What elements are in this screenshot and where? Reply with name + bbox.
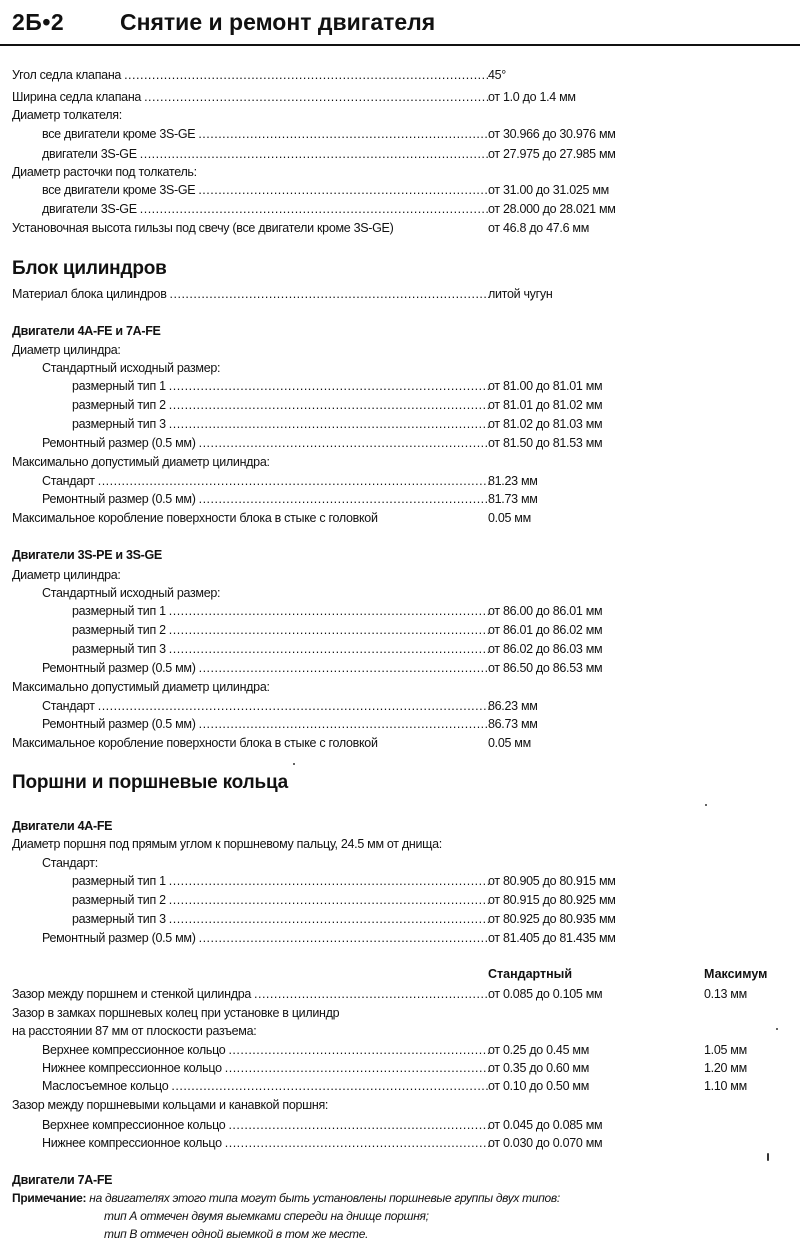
- spec-label: размерный тип 3: [72, 417, 169, 431]
- column-heading-maximum: Максимум: [704, 967, 768, 981]
- spec-label: Зазор в замках поршневых колец при установке в цилиндр: [12, 1006, 340, 1020]
- spec-label: Диаметр поршня под прямым углом к поршневому пальцу, 24.5 мм от днища:: [12, 837, 442, 851]
- spec-value: 81.73 мм: [488, 492, 538, 506]
- spec-max-value: 1.20 мм: [704, 1061, 747, 1075]
- spec-value: от 81.02 до 81.03 мм: [488, 417, 603, 431]
- spec-label: Нижнее компрессионное кольцо: [42, 1136, 225, 1150]
- note-line: тип А отмечен двумя выемками спереди на днище поршня;: [104, 1209, 429, 1223]
- page-header: [0, 0, 800, 46]
- spec-label: размерный тип 3: [72, 642, 169, 656]
- spec-value: от 80.925 до 80.935 мм: [488, 912, 616, 926]
- spec-label: Ремонтный размер (0.5 мм): [42, 931, 199, 945]
- spec-row: [0, 473, 800, 490]
- spec-row: [0, 585, 800, 602]
- spec-label: Стандарт: [42, 699, 98, 713]
- spec-label: размерный тип 1: [72, 874, 169, 888]
- spec-label: Стандарт:: [42, 856, 98, 870]
- note-line: [12, 1191, 560, 1205]
- spec-label: Ремонтный размер (0.5 мм): [42, 661, 199, 675]
- spec-label: на расстоянии 87 мм от плоскости разъема:: [12, 1024, 257, 1038]
- page-title: Снятие и ремонт двигателя: [120, 9, 436, 35]
- spec-row: [0, 1060, 800, 1077]
- spec-value: литой чугун: [488, 287, 553, 301]
- spec-label: Угол седла клапана: [12, 68, 124, 82]
- spec-label: Верхнее компрессионное кольцо: [42, 1118, 228, 1132]
- spec-row: [0, 1097, 800, 1114]
- spec-value: от 86.01 до 86.02 мм: [488, 623, 603, 637]
- spec-row: [0, 892, 800, 909]
- spec-label: Нижнее компрессионное кольцо: [42, 1061, 225, 1075]
- spec-row: [0, 641, 800, 658]
- scan-speck: [767, 1153, 769, 1161]
- spec-row: [0, 107, 800, 124]
- spec-label: Стандартный исходный размер:: [42, 361, 221, 375]
- spec-label: Максимальное коробление поверхности блока в стыке с головкой: [12, 511, 378, 525]
- spec-row: [0, 416, 800, 433]
- spec-value: 45°: [488, 68, 507, 82]
- spec-value: 0.05 мм: [488, 736, 531, 750]
- spec-label: Стандартный исходный размер:: [42, 586, 221, 600]
- spec-label: Ширина седла клапана: [12, 90, 144, 104]
- spec-value: от 80.905 до 80.915 мм: [488, 874, 616, 888]
- spec-label: Зазор между поршневыми кольцами и канавкой поршня:: [12, 1098, 329, 1112]
- spec-row: [0, 660, 800, 677]
- note-line: тип В отмечен одной выемкой в том же месте.: [104, 1227, 369, 1241]
- spec-row: [0, 67, 800, 84]
- spec-row: [0, 1005, 800, 1022]
- spec-max-value: 1.10 мм: [704, 1079, 747, 1093]
- section-title-block: Блок цилиндров: [12, 258, 167, 279]
- spec-row: [0, 622, 800, 639]
- spec-label: размерный тип 3: [72, 912, 169, 926]
- spec-row: [0, 567, 800, 584]
- spec-row: [0, 698, 800, 715]
- spec-label: размерный тип 2: [72, 893, 169, 907]
- spec-row: [0, 126, 800, 143]
- spec-row: [0, 360, 800, 377]
- spec-label: Зазор между поршнем и стенкой цилиндра: [12, 987, 254, 1001]
- page-number: 2Б•2: [12, 9, 65, 35]
- spec-value: от 0.25 до 0.45 мм: [488, 1043, 589, 1057]
- spec-row: [0, 1135, 800, 1152]
- spec-value: от 0.030 до 0.070 мм: [488, 1136, 603, 1150]
- spec-label: размерный тип 2: [72, 398, 169, 412]
- subsection-heading: Двигатели 7A-FE: [12, 1173, 113, 1187]
- spec-value: 86.23 мм: [488, 699, 538, 713]
- spec-max-value: 1.05 мм: [704, 1043, 747, 1057]
- spec-row: [0, 397, 800, 414]
- spec-value: от 27.975 до 27.985 мм: [488, 147, 616, 161]
- spec-label: Материал блока цилиндров: [12, 287, 170, 301]
- spec-label: Ремонтный размер (0.5 мм): [42, 436, 199, 450]
- spec-row: [0, 873, 800, 890]
- spec-label: размерный тип 1: [72, 379, 169, 393]
- spec-label: размерный тип 2: [72, 623, 169, 637]
- spec-label: Установочная высота гильзы под свечу (все двигатели кроме 3S-GE): [12, 221, 394, 235]
- spec-row: [0, 1078, 800, 1095]
- spec-row: [0, 342, 800, 359]
- note-label: Примечание:: [12, 1191, 87, 1205]
- spec-value: от 81.50 до 81.53 мм: [488, 436, 603, 450]
- spec-label: Стандарт: [42, 474, 98, 488]
- spec-label: двигатели 3S-GE: [42, 202, 140, 216]
- spec-row: [0, 1117, 800, 1134]
- spec-value: 86.73 мм: [488, 717, 538, 731]
- spec-label: Ремонтный размер (0.5 мм): [42, 492, 199, 506]
- spec-value: от 81.405 до 81.435 мм: [488, 931, 616, 945]
- note-text: на двигателях этого типа могут быть установлены поршневые группы двух типов:: [89, 1191, 560, 1205]
- spec-row: [0, 836, 800, 853]
- spec-row: [0, 510, 800, 527]
- scan-speck: [705, 804, 707, 806]
- section-title-pistons: Поршни и поршневые кольца: [12, 772, 289, 793]
- spec-row: [0, 435, 800, 452]
- spec-row: [0, 454, 800, 471]
- scan-speck: [293, 763, 295, 765]
- spec-row: [0, 201, 800, 218]
- spec-value: 81.23 мм: [488, 474, 538, 488]
- spec-row: [0, 911, 800, 928]
- spec-row: [0, 164, 800, 181]
- spec-label: Верхнее компрессионное кольцо: [42, 1043, 228, 1057]
- spec-value: от 86.00 до 86.01 мм: [488, 604, 603, 618]
- spec-row: [0, 378, 800, 395]
- spec-value: от 31.00 до 31.025 мм: [488, 183, 609, 197]
- spec-row: [0, 182, 800, 199]
- spec-row: [0, 1042, 800, 1059]
- spec-value: от 30.966 до 30.976 мм: [488, 127, 616, 141]
- spec-value: от 46.8 до 47.6 мм: [488, 221, 589, 235]
- subsection-heading: Двигатели 4A-FE: [12, 819, 113, 833]
- spec-value: от 0.045 до 0.085 мм: [488, 1118, 603, 1132]
- spec-row: [0, 986, 800, 1003]
- spec-label: Диаметр цилиндра:: [12, 568, 121, 582]
- spec-row: [0, 89, 800, 106]
- spec-max-value: 0.13 мм: [704, 987, 747, 1001]
- spec-row: [0, 735, 800, 752]
- subsection-heading: Двигатели 4A-FE и 7A-FE: [12, 324, 161, 338]
- spec-label: двигатели 3S-GE: [42, 147, 140, 161]
- spec-value: от 80.915 до 80.925 мм: [488, 893, 616, 907]
- spec-row: [0, 1023, 800, 1040]
- spec-row: [0, 220, 800, 237]
- spec-value: от 0.085 до 0.105 мм: [488, 987, 603, 1001]
- spec-row: [0, 930, 800, 947]
- spec-row: [0, 679, 800, 696]
- spec-label: Максимально допустимый диаметр цилиндра:: [12, 455, 270, 469]
- spec-value: от 0.10 до 0.50 мм: [488, 1079, 589, 1093]
- spec-label: Максимально допустимый диаметр цилиндра:: [12, 680, 270, 694]
- spec-label: все двигатели кроме 3S-GE: [42, 183, 198, 197]
- spec-label: Диаметр толкателя:: [12, 108, 122, 122]
- spec-label: Максимальное коробление поверхности блока в стыке с головкой: [12, 736, 378, 750]
- spec-value: от 81.01 до 81.02 мм: [488, 398, 603, 412]
- spec-value: от 1.0 до 1.4 мм: [488, 90, 576, 104]
- spec-label: Диаметр цилиндра:: [12, 343, 121, 357]
- spec-value: от 28.000 до 28.021 мм: [488, 202, 616, 216]
- spec-label: Диаметр расточки под толкатель:: [12, 165, 197, 179]
- column-heading-standard: Стандартный: [488, 967, 573, 981]
- spec-value: 0.05 мм: [488, 511, 531, 525]
- spec-row: [0, 491, 800, 508]
- spec-label: все двигатели кроме 3S-GE: [42, 127, 198, 141]
- subsection-heading: Двигатели 3S-PE и 3S-GE: [12, 548, 162, 562]
- spec-row: [0, 603, 800, 620]
- spec-label: размерный тип 1: [72, 604, 169, 618]
- spec-value: от 86.02 до 86.03 мм: [488, 642, 603, 656]
- spec-label: Ремонтный размер (0.5 мм): [42, 717, 199, 731]
- spec-row: [0, 286, 800, 303]
- spec-row: [0, 855, 800, 872]
- spec-value: от 86.50 до 86.53 мм: [488, 661, 603, 675]
- scan-speck: [776, 1028, 778, 1030]
- spec-value: от 0.35 до 0.60 мм: [488, 1061, 589, 1075]
- spec-value: от 81.00 до 81.01 мм: [488, 379, 603, 393]
- spec-row: [0, 716, 800, 733]
- spec-row: [0, 146, 800, 163]
- spec-label: Маслосъемное кольцо: [42, 1079, 171, 1093]
